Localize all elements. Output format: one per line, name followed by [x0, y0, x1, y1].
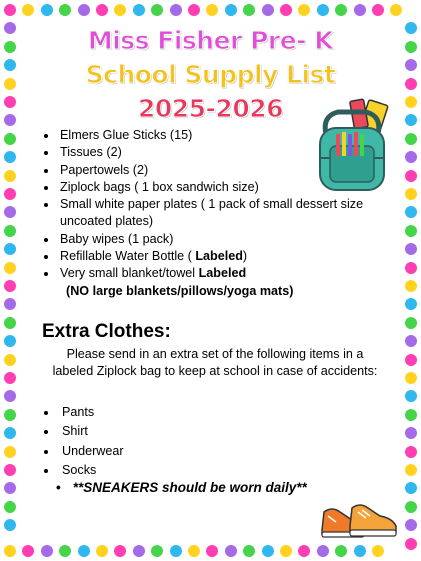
border-dot — [4, 482, 16, 494]
border-dot — [298, 4, 310, 16]
border-dot — [405, 354, 417, 366]
border-dot — [41, 545, 53, 557]
border-dot — [59, 545, 71, 557]
border-dot — [405, 538, 417, 550]
border-dot — [4, 446, 16, 458]
border-dot — [405, 225, 417, 237]
border-dot — [22, 545, 34, 557]
border-dot — [405, 464, 417, 476]
blanket-note: (NO large blankets/pillows/yoga mats) — [66, 283, 294, 298]
extra-clothes-description: Please send in an extra set of the following items in a labeled Ziplock bag to keep at school in case of accidents: — [52, 347, 378, 378]
border-dot — [170, 4, 182, 16]
list-item: • Underwear — [58, 442, 124, 461]
border-dot — [262, 4, 274, 16]
list-item: • Pants — [58, 403, 124, 422]
border-dot — [280, 4, 292, 16]
sneakers-note: • **SNEAKERS should be worn daily** — [56, 480, 307, 495]
border-dot — [4, 280, 16, 292]
extra-clothes-heading: Extra Clothes: — [42, 321, 171, 342]
list-item: • Refillable Water Bottle ( Labeled) — [58, 248, 398, 265]
list-item: • Small white paper plates ( 1 pack of small dessert size uncoated plates) — [58, 196, 398, 231]
border-dot — [405, 427, 417, 439]
border-dot — [243, 4, 255, 16]
border-dot — [59, 4, 71, 16]
list-item: • Tissues (2) — [58, 144, 398, 161]
border-dot — [405, 446, 417, 458]
border-dot — [133, 4, 145, 16]
border-dot — [317, 545, 329, 557]
border-dot — [4, 519, 16, 531]
border-dot — [4, 335, 16, 347]
title-school-year: 2025-2026 — [137, 94, 284, 123]
border-dot — [96, 545, 108, 557]
border-dot — [405, 188, 417, 200]
border-dot — [206, 4, 218, 16]
border-dot — [262, 545, 274, 557]
border-dot — [372, 545, 384, 557]
border-dot — [4, 427, 16, 439]
border-dot — [4, 409, 16, 421]
border-dot — [335, 545, 347, 557]
border-dot — [133, 545, 145, 557]
border-dot — [405, 335, 417, 347]
border-dot — [4, 262, 16, 274]
list-item: • Shirt — [58, 422, 124, 441]
list-item: • Ziplock bags ( 1 box sandwich size) — [58, 179, 398, 196]
border-dot — [206, 545, 218, 557]
border-dot — [390, 4, 402, 16]
border-dot — [354, 4, 366, 16]
border-dot — [188, 545, 200, 557]
border-dot — [405, 280, 417, 292]
border-dot — [22, 4, 34, 16]
border-dot — [243, 545, 255, 557]
border-dot — [405, 519, 417, 531]
border-dot — [4, 390, 16, 402]
supply-list — [40, 127, 398, 300]
border-dot — [4, 225, 16, 237]
border-dot — [405, 409, 417, 421]
border-dot — [78, 4, 90, 16]
border-dot — [4, 151, 16, 163]
border-dot — [354, 545, 366, 557]
border-dot — [151, 4, 163, 16]
border-dot — [4, 317, 16, 329]
border-dot — [405, 206, 417, 218]
border-dot — [4, 206, 16, 218]
list-item: • Elmers Glue Sticks (15) — [58, 127, 398, 144]
border-dot — [405, 243, 417, 255]
border-dot — [405, 390, 417, 402]
border-dot — [405, 262, 417, 274]
border-dot — [188, 4, 200, 16]
list-item: • Papertowels (2) — [58, 162, 398, 179]
border-dot — [405, 501, 417, 513]
list-item: • Socks — [58, 461, 124, 480]
border-dot — [4, 298, 16, 310]
border-dot — [225, 545, 237, 557]
border-dot — [41, 4, 53, 16]
border-dot — [405, 298, 417, 310]
border-dot — [4, 464, 16, 476]
border-dot — [405, 133, 417, 145]
border-dot — [4, 501, 16, 513]
border-dot — [298, 545, 310, 557]
border-dot — [114, 4, 126, 16]
border-dot — [4, 188, 16, 200]
border-dot — [170, 545, 182, 557]
border-dot — [4, 545, 16, 557]
border-dot — [96, 4, 108, 16]
border-dot — [114, 545, 126, 557]
border-dot — [4, 354, 16, 366]
border-dot — [405, 372, 417, 384]
border-dot — [280, 545, 292, 557]
border-dot — [4, 170, 16, 182]
border-dot — [405, 317, 417, 329]
list-item: • Very small blanket/towel Labeled (NO large blankets/pillows/yoga mats) — [58, 265, 398, 300]
border-dot — [78, 545, 90, 557]
border-dot — [335, 4, 347, 16]
border-dot — [405, 482, 417, 494]
border-dot — [405, 151, 417, 163]
border-dot — [317, 4, 329, 16]
title-supply-list: School Supply List — [85, 60, 336, 89]
border-dot — [225, 4, 237, 16]
border-dot — [4, 372, 16, 384]
border-dot — [372, 4, 384, 16]
border-dot — [4, 4, 16, 16]
title-teacher-name: Miss Fisher Pre- K — [87, 26, 334, 55]
border-dot — [405, 170, 417, 182]
border-dot — [4, 133, 16, 145]
clothes-list — [40, 403, 124, 480]
border-dot — [151, 545, 163, 557]
border-dot — [4, 243, 16, 255]
list-item: • Baby wipes (1 pack) — [58, 231, 398, 248]
sneakers-icon — [318, 496, 400, 540]
